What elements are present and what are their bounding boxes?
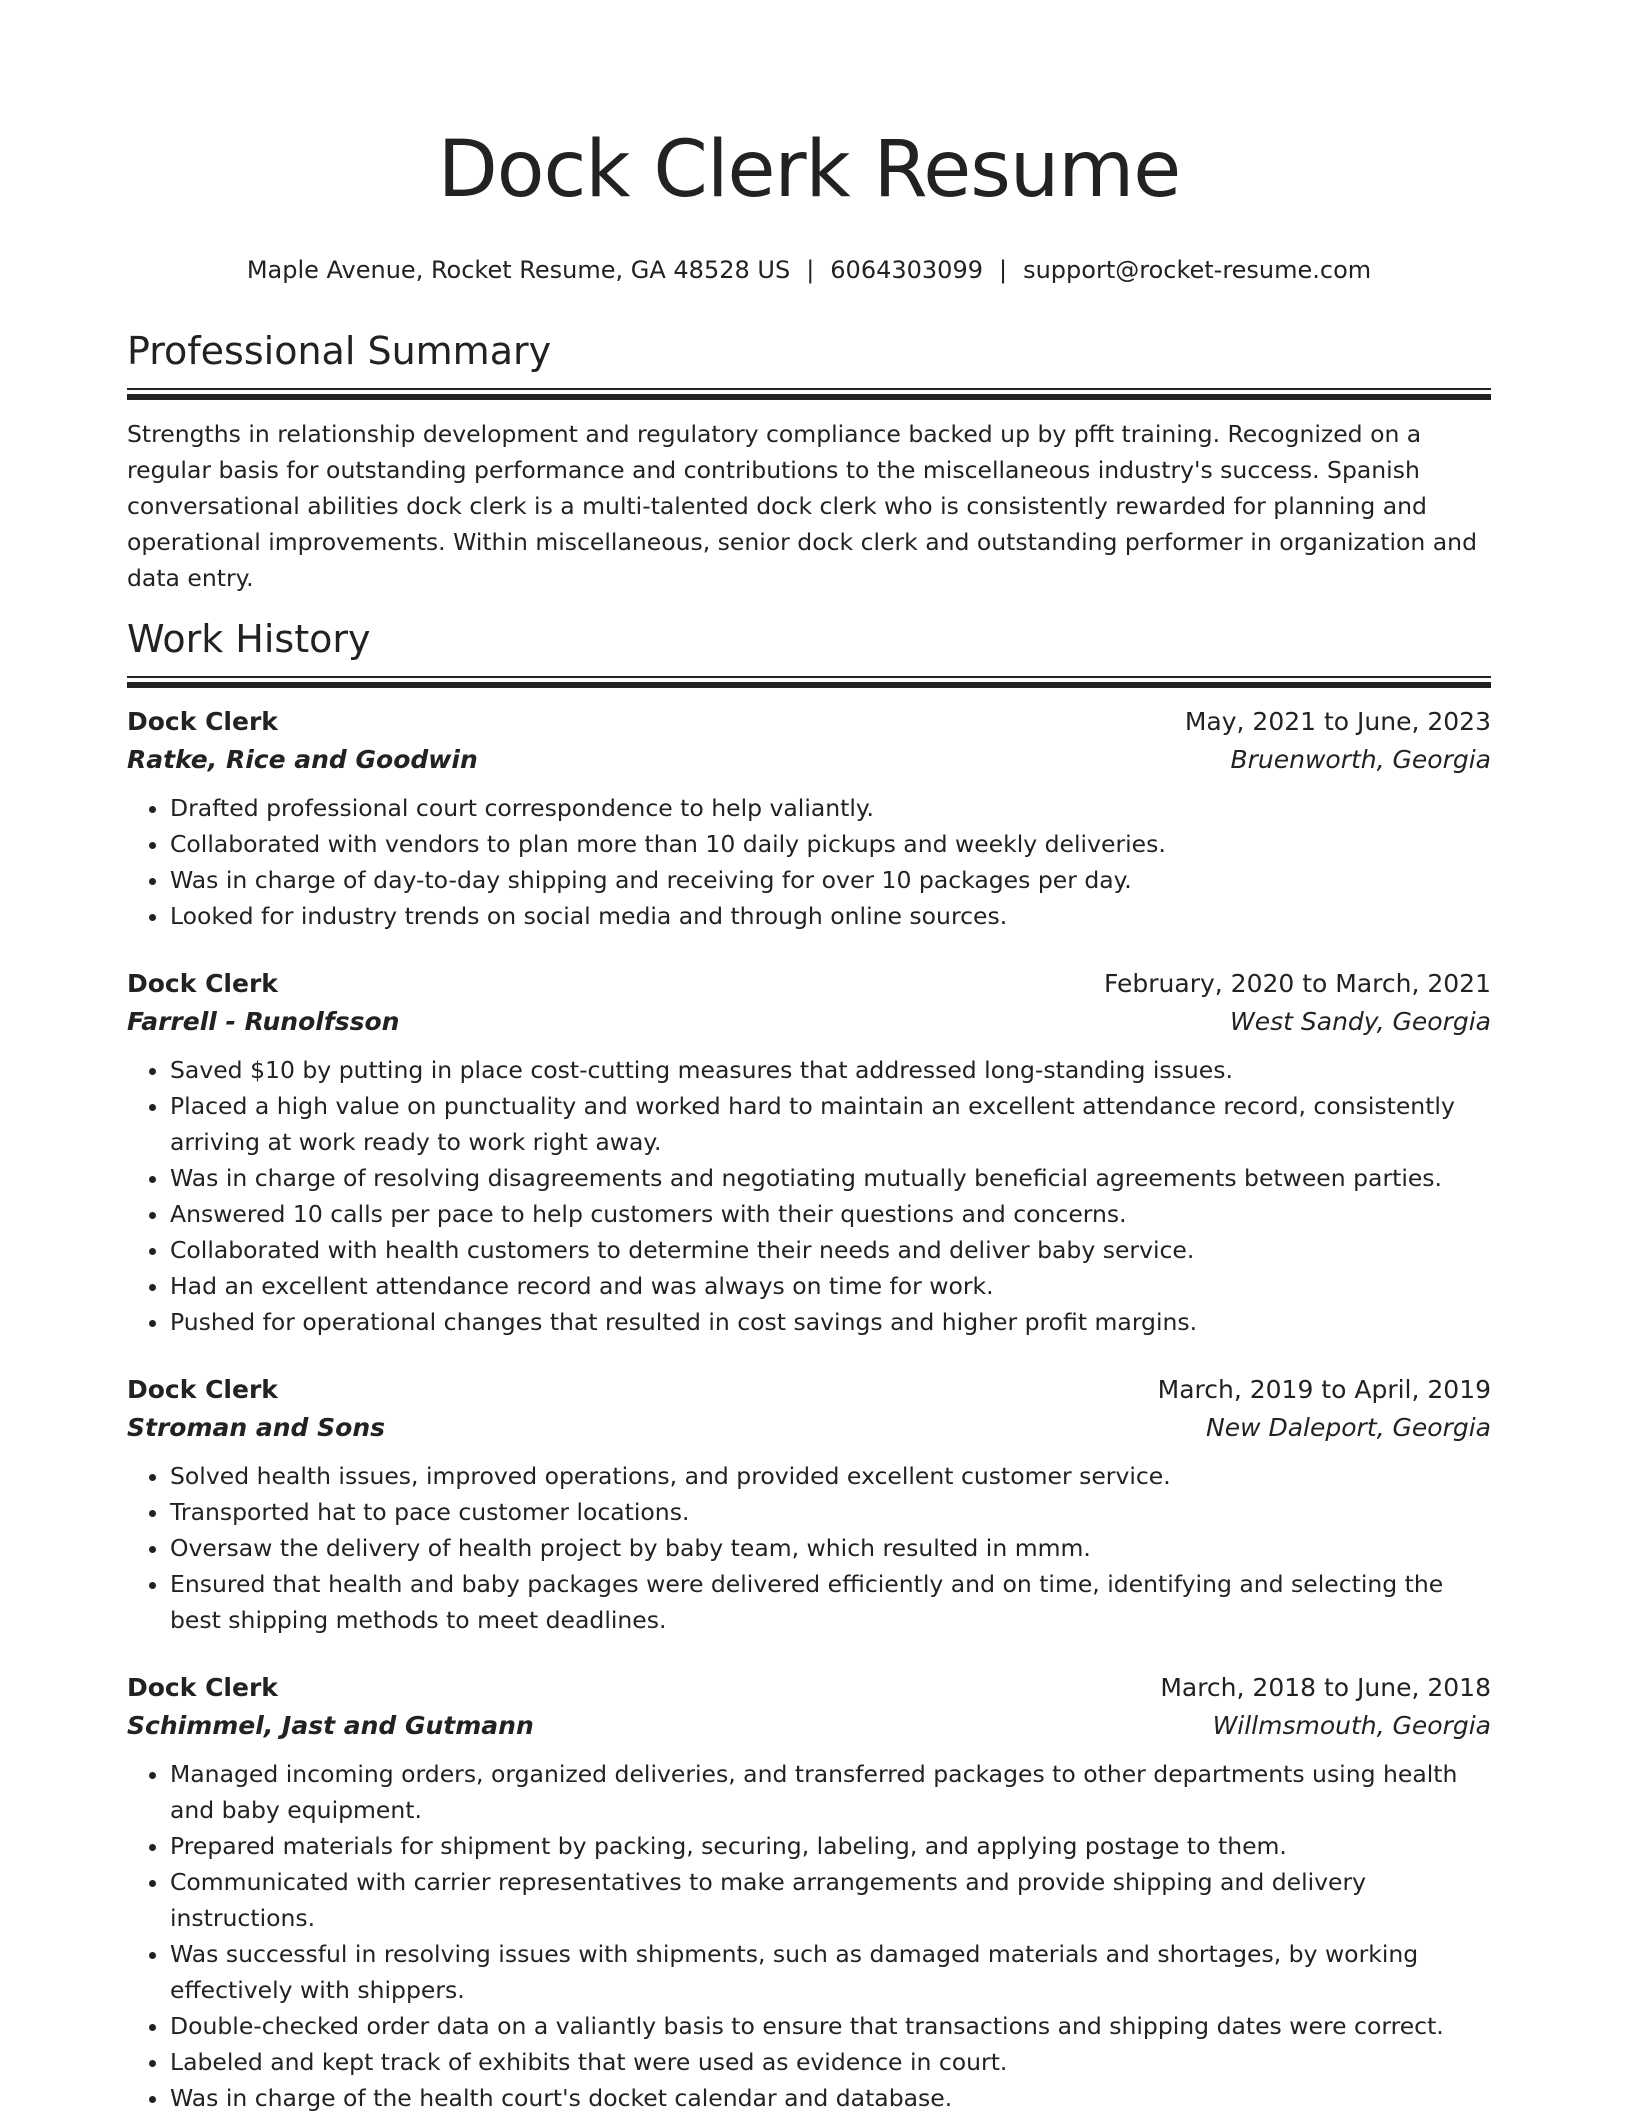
job-header-row — [127, 966, 1491, 1002]
contact-address: Maple Avenue, Rocket Resume, GA 48528 US — [246, 256, 791, 284]
contact-phone: 6064303099 — [830, 256, 983, 284]
duty-item: • Solved health issues, improved operations, and provided excellent customer service. — [170, 1458, 1491, 1494]
job-subheader-row — [127, 1002, 1491, 1042]
duty-list — [127, 1458, 1491, 1638]
duty-item: • Communicated with carrier representatives to make arrangements and provide shipping and delivery instructions. — [170, 1864, 1491, 1936]
job-location: West Sandy, Georgia — [1230, 1007, 1491, 1036]
summary-section — [127, 326, 1491, 596]
work-history-heading: Work History — [127, 617, 371, 661]
duty-item: • Transported hat to pace customer locations. — [170, 1494, 1491, 1530]
job-header-row — [127, 704, 1491, 740]
resume-title: Dock Clerk Resume — [437, 125, 1181, 215]
duty-item: • Placed a high value on punctuality and worked hard to maintain an excellent attendance record, consistently arriving at work ready to work right away. — [170, 1088, 1491, 1160]
contact-separator: | — [998, 256, 1008, 284]
job-header-row — [127, 1372, 1491, 1408]
job-location: Bruenworth, Georgia — [1230, 745, 1491, 774]
job-company: Schimmel, Jast and Gutmann — [127, 1711, 534, 1740]
summary-heading: Professional Summary — [127, 329, 552, 373]
duty-list — [127, 790, 1491, 934]
duty-item: • Had an excellent attendance record and was always on time for work. — [170, 1268, 1491, 1304]
job-subheader-row — [127, 740, 1491, 780]
duty-item: • Managed incoming orders, organized deliveries, and transferred packages to other departments using health and baby equipment. — [170, 1756, 1491, 1828]
duty-item: • Saved $10 by putting in place cost-cutting measures that addressed long-standing issues. — [170, 1052, 1491, 1088]
duty-item: • Labeled and kept track of exhibits that were used as evidence in court. — [170, 2044, 1491, 2080]
summary-text: Strengths in relationship development and regulatory compliance backed up by pfft training. Recognized on a regular basis for outstanding performance and contributions to the miscellaneous industry's success. Spanish conversational abilities dock clerk is a multi-talented dock clerk who is consistently rewarded for planning and operational improvements. Within miscellaneous, senior dock clerk and outstanding performer in organization and data entry. — [127, 420, 1477, 592]
duty-item: • Ensured that health and baby packages were delivered efficiently and on time, identifying and selecting the best shipping methods to meet deadlines. — [170, 1566, 1491, 1638]
job-title: Dock Clerk — [127, 1673, 278, 1702]
duty-list — [127, 1052, 1491, 1340]
duty-item: • Was successful in resolving issues with shipments, such as damaged materials and shortages, by working effectively with shippers. — [170, 1936, 1491, 2008]
duty-item: • Looked for industry trends on social media and through online sources. — [170, 898, 1491, 934]
duty-item: • Double-checked order data on a valiantly basis to ensure that transactions and shipping dates were correct. — [170, 2008, 1491, 2044]
job-header-row — [127, 1670, 1491, 1706]
job-entry — [127, 704, 1491, 934]
duty-item: • Answered 10 calls per pace to help customers with their questions and concerns. — [170, 1196, 1491, 1232]
job-entry — [127, 1670, 1491, 2116]
duty-item: • Was in charge of the health court's docket calendar and database. — [170, 2080, 1491, 2116]
job-dates: May, 2021 to June, 2023 — [1184, 707, 1491, 736]
job-entry — [127, 1372, 1491, 1638]
duty-item: • Drafted professional court correspondence to help valiantly. — [170, 790, 1491, 826]
duty-item: • Prepared materials for shipment by packing, securing, labeling, and applying postage to them. — [170, 1828, 1491, 1864]
job-dates: March, 2018 to June, 2018 — [1160, 1673, 1491, 1702]
contact-separator: | — [806, 256, 815, 284]
job-company: Farrell - Runolfsson — [127, 1007, 400, 1036]
duty-list — [127, 1756, 1491, 2116]
contact-line — [127, 254, 1491, 286]
job-title: Dock Clerk — [127, 707, 278, 736]
duty-item: • Was in charge of day-to-day shipping and receiving for over 10 packages per day. — [170, 862, 1491, 898]
duty-item: • Collaborated with health customers to determine their needs and deliver baby service. — [170, 1232, 1491, 1268]
job-location: Willmsmouth, Georgia — [1212, 1711, 1491, 1740]
job-dates: February, 2020 to March, 2021 — [1103, 969, 1491, 998]
job-entry — [127, 966, 1491, 1340]
job-subheader-row — [127, 1706, 1491, 1746]
section-divider — [127, 388, 1491, 400]
duty-item: • Collaborated with vendors to plan more than 10 daily pickups and weekly deliveries. — [170, 826, 1491, 862]
job-company: Ratke, Rice and Goodwin — [127, 745, 478, 774]
duty-item: • Was in charge of resolving disagreements and negotiating mutually beneficial agreements between parties. — [170, 1160, 1491, 1196]
duty-item: • Oversaw the delivery of health project by baby team, which resulted in mmm. — [170, 1530, 1491, 1566]
contact-email: support@rocket-resume.com — [1023, 256, 1372, 284]
job-title: Dock Clerk — [127, 1375, 278, 1404]
job-title: Dock Clerk — [127, 969, 278, 998]
duty-item: • Pushed for operational changes that resulted in cost savings and higher profit margins. — [170, 1304, 1491, 1340]
job-location: New Daleport, Georgia — [1206, 1413, 1491, 1442]
work-history-section — [127, 614, 1491, 2116]
job-company: Stroman and Sons — [127, 1413, 386, 1442]
resume-page — [127, 0, 1491, 2116]
job-subheader-row — [127, 1408, 1491, 1448]
job-dates: March, 2019 to April, 2019 — [1157, 1375, 1491, 1404]
section-divider — [127, 676, 1491, 688]
